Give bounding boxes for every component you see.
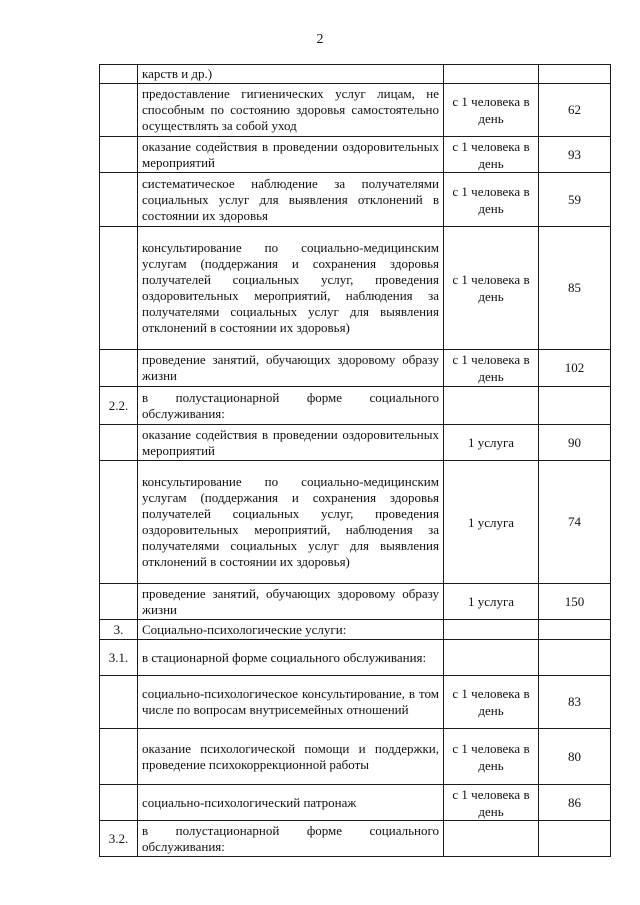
page-number: 2 — [316, 32, 324, 47]
row-number — [100, 584, 138, 620]
unit-cell — [444, 620, 539, 640]
row-number — [100, 227, 138, 350]
tariff-value: 83 — [539, 676, 611, 729]
unit-cell: 1 услуга — [444, 461, 539, 584]
service-name: Социально-психологические услуги: — [138, 620, 444, 640]
unit-cell: с 1 человека в день — [444, 729, 539, 785]
service-name: в стационарной форме социального обслуживания: — [138, 640, 444, 676]
service-name: консультирование по социально-медицинским услугам (поддержания и сохранения здоровья получателей социальных услуг, проведения оздоровительных мероприятий, наблюдения за получателями социальных услуг для выявления отклонений в состоянии их здоровья) — [138, 461, 444, 584]
table-row — [100, 640, 611, 676]
table-row — [100, 350, 611, 387]
tariff-value: 62 — [539, 84, 611, 137]
unit-cell: с 1 человека в день — [444, 84, 539, 137]
unit-cell: с 1 человека в день — [444, 227, 539, 350]
table-row — [100, 821, 611, 857]
service-name: в полустационарной форме социального обслуживания: — [138, 821, 444, 857]
tariff-value — [539, 620, 611, 640]
tariff-value: 85 — [539, 227, 611, 350]
service-name: консультирование по социально-медицинским услугам (поддержания и сохранения здоровья получателей социальных услуг, проведения оздоровительных мероприятий, наблюдения за получателями социальных услуг для выявления отклонений в состоянии их здоровья) — [138, 227, 444, 350]
row-number — [100, 84, 138, 137]
row-number: 3.1. — [100, 640, 138, 676]
table-row — [100, 84, 611, 137]
tariff-value — [539, 640, 611, 676]
tariff-value: 80 — [539, 729, 611, 785]
service-name: систематическое наблюдение за получателями социальных услуг для выявления отклонений в состоянии их здоровья — [138, 173, 444, 227]
row-number — [100, 785, 138, 821]
table-row — [100, 676, 611, 729]
table-row — [100, 227, 611, 350]
unit-cell: 1 услуга — [444, 425, 539, 461]
row-number — [100, 461, 138, 584]
tariff-value: 86 — [539, 785, 611, 821]
service-name: предоставление гигиенических услуг лицам, не способным по состоянию здоровья самостоятельно осуществлять за собой уход — [138, 84, 444, 137]
unit-cell — [444, 387, 539, 425]
table-row — [100, 785, 611, 821]
unit-cell: с 1 человека в день — [444, 785, 539, 821]
service-name: оказание содействия в проведении оздоровительных мероприятий — [138, 425, 444, 461]
unit-cell: с 1 человека в день — [444, 137, 539, 173]
tariff-value: 90 — [539, 425, 611, 461]
row-number — [100, 137, 138, 173]
row-number — [100, 65, 138, 84]
row-number: 3. — [100, 620, 138, 640]
table-row — [100, 387, 611, 425]
tariff-value: 74 — [539, 461, 611, 584]
service-name: социально-психологический патронаж — [138, 785, 444, 821]
unit-cell: с 1 человека в день — [444, 676, 539, 729]
service-name: социально-психологическое консультирование, в том числе по вопросам внутрисемейных отношений — [138, 676, 444, 729]
unit-cell: 1 услуга — [444, 584, 539, 620]
services-table — [99, 64, 611, 857]
tariff-value: 150 — [539, 584, 611, 620]
service-name: оказание психологической помощи и поддержки, проведение психокоррекционной работы — [138, 729, 444, 785]
row-number: 2.2. — [100, 387, 138, 425]
service-name: проведение занятий, обучающих здоровому образу жизни — [138, 584, 444, 620]
table-row — [100, 65, 611, 84]
unit-cell — [444, 65, 539, 84]
table-row — [100, 173, 611, 227]
row-number — [100, 350, 138, 387]
table-row — [100, 729, 611, 785]
tariff-value: 93 — [539, 137, 611, 173]
service-name: в полустационарной форме социального обслуживания: — [138, 387, 444, 425]
unit-cell: с 1 человека в день — [444, 173, 539, 227]
tariff-value — [539, 387, 611, 425]
row-number — [100, 729, 138, 785]
service-name: карств и др.) — [138, 65, 444, 84]
tariff-value — [539, 821, 611, 857]
tariff-value: 102 — [539, 350, 611, 387]
table-row — [100, 137, 611, 173]
row-number — [100, 173, 138, 227]
table-row — [100, 461, 611, 584]
unit-cell: с 1 человека в день — [444, 350, 539, 387]
table-row — [100, 620, 611, 640]
table-row — [100, 584, 611, 620]
service-name: проведение занятий, обучающих здоровому образу жизни — [138, 350, 444, 387]
row-number: 3.2. — [100, 821, 138, 857]
service-name: оказание содействия в проведении оздоровительных мероприятий — [138, 137, 444, 173]
row-number — [100, 425, 138, 461]
unit-cell — [444, 821, 539, 857]
table-row — [100, 425, 611, 461]
tariff-value: 59 — [539, 173, 611, 227]
row-number — [100, 676, 138, 729]
unit-cell — [444, 640, 539, 676]
tariff-value — [539, 65, 611, 84]
